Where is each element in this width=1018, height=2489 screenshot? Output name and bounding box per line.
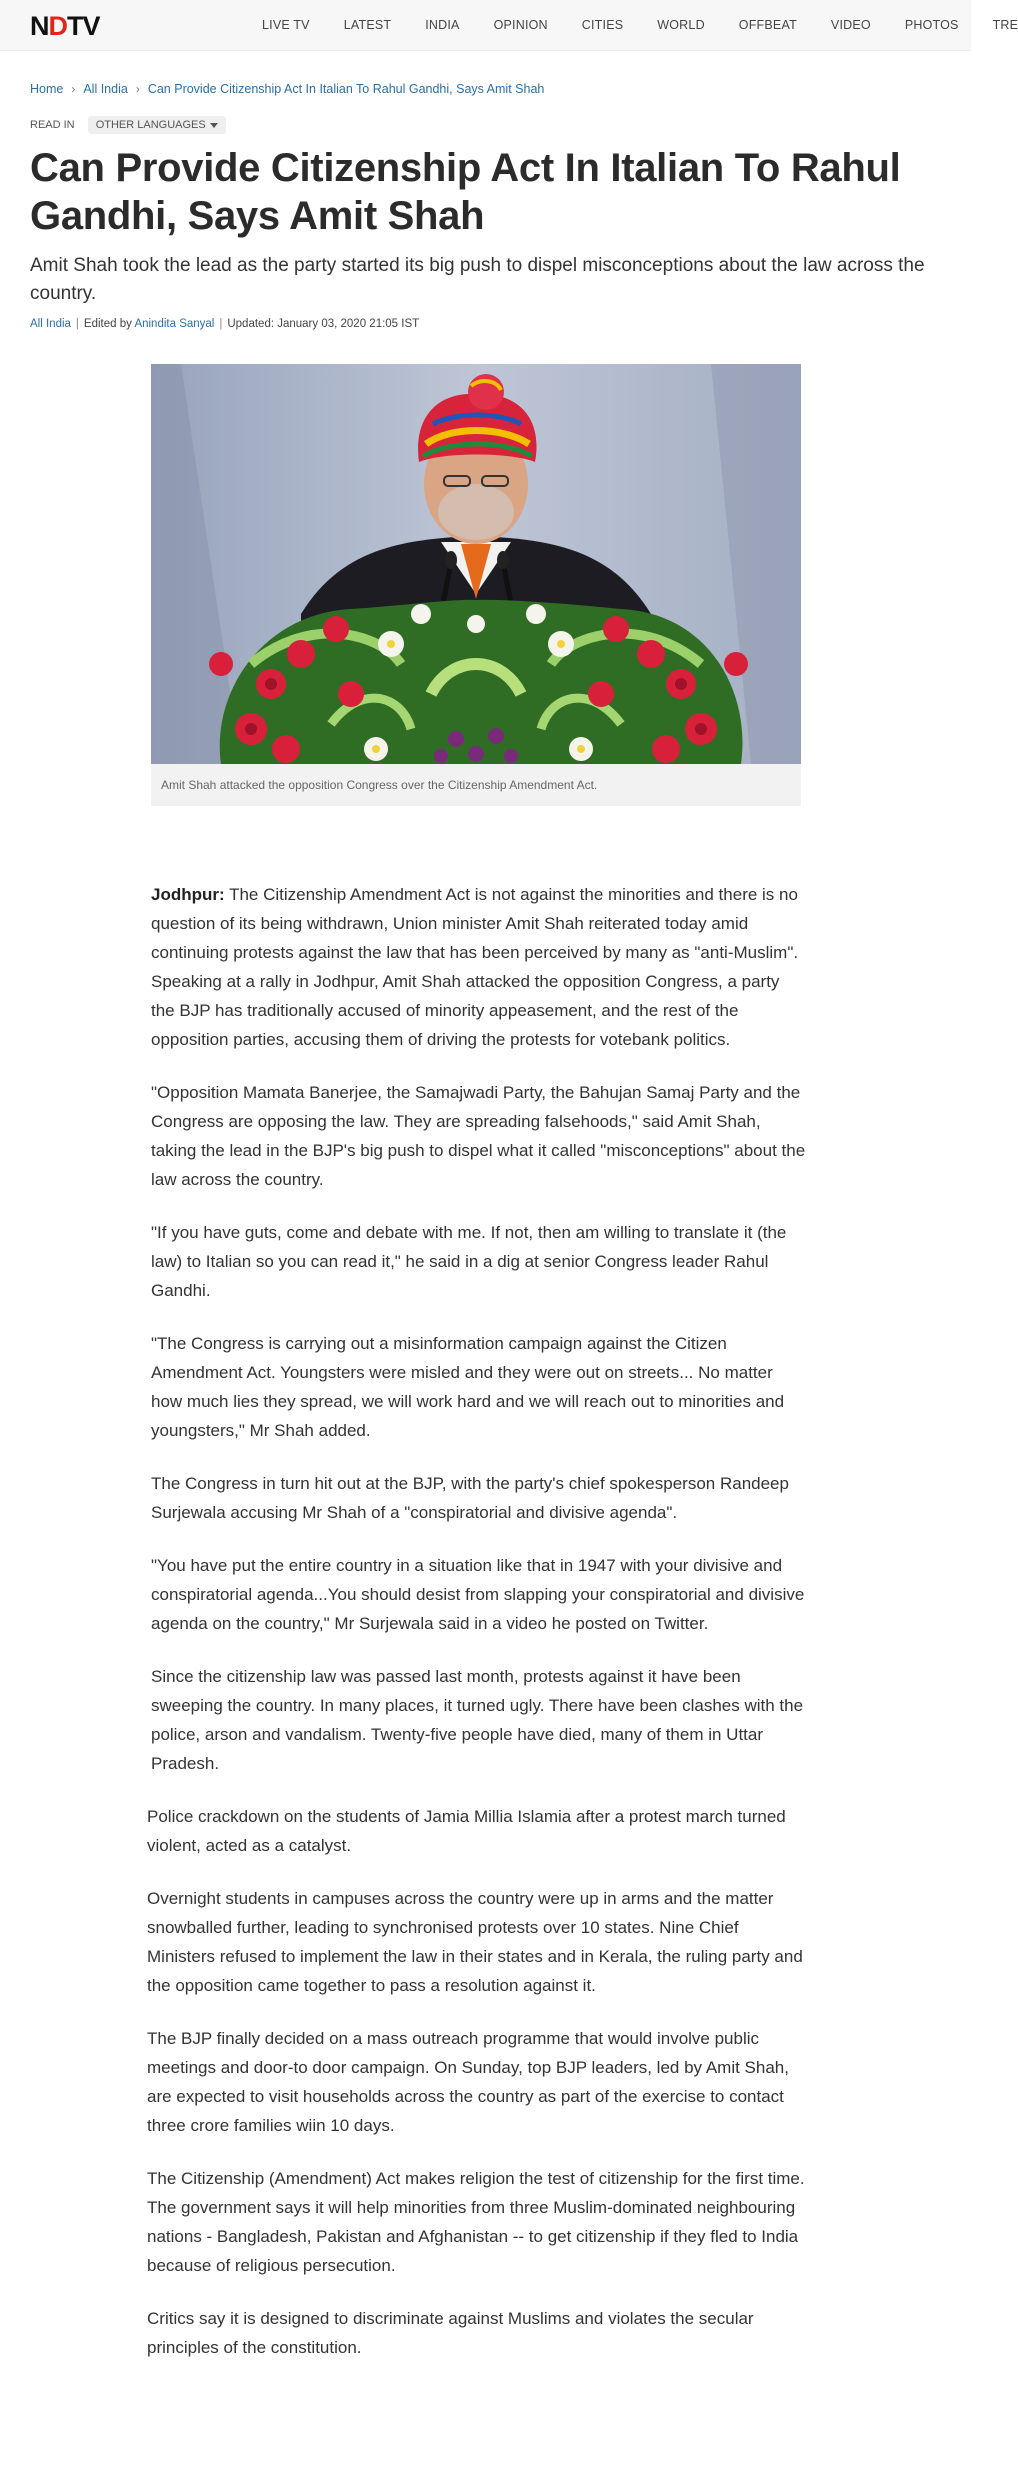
breadcrumb-home[interactable]: Home — [30, 82, 64, 96]
nav-video[interactable]: VIDEO — [830, 18, 871, 32]
nav-cities[interactable]: CITIES — [581, 18, 624, 32]
article-paragraph: "Opposition Mamata Banerjee, the Samajwadi Party, the Bahujan Samaj Party and the Congress are opposing the law. They are spreading falsehoods," said Amit Shah, taking the lead in the BJP's big push to dispel what it called "misconceptions" about the law across the country. — [151, 1083, 806, 1189]
article-paragraph: Critics say it is designed to discriminate against Muslims and violates the secular principles of the constitution. — [147, 2309, 754, 2357]
ndtv-logo[interactable] — [30, 12, 100, 40]
dateline: Jodhpur: — [151, 885, 225, 904]
article-paragraph: The BJP finally decided on a mass outreach programme that would involve public meetings and door-to door campaign. On Sunday, top BJP leaders, led by Amit Shah, are expected to visit households across the country as part of the exercise to contact three crore families wiin 10 days. — [147, 2029, 789, 2135]
breadcrumb-current[interactable]: Can Provide Citizenship Act In Italian To Rahul Gandhi, Says Amit Shah — [147, 82, 545, 96]
chevron-right-icon: › — [71, 82, 76, 96]
byline-editor-link[interactable]: Anindita Sanyal — [134, 318, 215, 330]
other-languages-dropdown[interactable] — [88, 116, 226, 134]
article-body — [147, 880, 807, 2386]
article-paragraph: Overnight students in campuses across the country were up in arms and the matter snowballed further, leading to synchronised protests over 10 states. Nine Chief Ministers refused to implement the law in their states and in Kerala, the ruling party and the opposition came together to pass a resolution against it. — [147, 1889, 803, 1995]
read-in-languages — [30, 116, 226, 134]
article-paragraph: Police crackdown on the students of Jamia Millia Islamia after a protest march turned violent, acted as a catalyst. — [147, 1807, 786, 1855]
breadcrumb — [30, 82, 544, 96]
read-in-label: READ IN — [30, 119, 75, 131]
article-paragraph: "You have put the entire country in a situation like that in 1947 with your divisive and conspiratorial agenda...You should desist from slapping your conspiratorial and divisive agenda on the country," Mr Surjewala said in a video he posted on Twitter. — [151, 1556, 805, 1633]
chevron-right-icon: › — [135, 82, 140, 96]
byline-divider: | — [75, 318, 79, 330]
article-paragraph: The Congress in turn hit out at the BJP, with the party's chief spokesperson Randeep Surjewala accusing Mr Shah of a "conspiratorial and divisive agenda". — [151, 1474, 789, 1522]
article-figure — [151, 364, 801, 806]
article-paragraph: "If you have guts, come and debate with me. If not, then am willing to translate it (the law) to Italian so you can read it," he said in a dig at senior Congress leader Rahul Gandhi. — [151, 1223, 787, 1300]
logo-red-d: D — [48, 11, 67, 41]
nav-india[interactable]: INDIA — [425, 18, 460, 32]
nav-latest[interactable]: LATEST — [343, 18, 392, 32]
article-paragraph: Since the citizenship law was passed last month, protests against it have been sweeping the country. In many places, it turned ugly. There have been clashes with the police, arson and vandalism. Twenty-five people have died, many of them in Uttar Pradesh. — [151, 1667, 804, 1773]
nav-world[interactable]: WORLD — [657, 18, 705, 32]
article-paragraph: "The Congress is carrying out a misinformation campaign against the Citizen Amendment Act. Youngsters were misled and they were out on streets... No matter how much lies they spread, we will work hard and we will reach out to minorities and youngsters," Mr Shah added. — [151, 1334, 785, 1440]
nav-offbeat[interactable]: OFFBEAT — [738, 18, 797, 32]
article-subtitle: Amit Shah took the lead as the party started its big push to dispel misconceptions about the law across the country. — [30, 255, 925, 304]
lead-photo[interactable] — [151, 364, 801, 764]
logo-letter-n: N — [30, 11, 49, 41]
nav-trends[interactable]: TRE — [992, 18, 1018, 32]
nav-live-tv[interactable]: LIVE TV — [262, 18, 310, 32]
byline-updated: Updated: January 03, 2020 21:05 IST — [227, 318, 420, 330]
article-paragraph-lead — [151, 880, 807, 1054]
breadcrumb-all-india[interactable]: All India — [83, 82, 128, 96]
nav-opinion[interactable]: OPINION — [493, 18, 548, 32]
article-paragraph: The Citizenship (Amendment) Act makes religion the test of citizenship for the first time. The government says it will help minorities from three Muslim-dominated neighbouring nations - Bangladesh, Pakistan and Afghanistan -- to get citizenship if they fled to India because of religious persecution. — [147, 2169, 805, 2275]
nav-photos[interactable]: PHOTOS — [904, 18, 959, 32]
logo-letters-tv: TV — [67, 11, 100, 41]
article-title: Can Provide Citizenship Act In Italian To Rahul Gandhi, Says Amit Shah — [30, 146, 901, 238]
image-caption: Amit Shah attacked the opposition Congress over the Citizenship Amendment Act. — [161, 778, 598, 792]
other-languages-label: OTHER LANGUAGES — [95, 119, 206, 131]
top-navigation-bar — [0, 0, 1018, 51]
main-nav — [262, 0, 1018, 50]
byline-edited-by-label: Edited by — [83, 318, 132, 330]
byline-divider: | — [219, 318, 223, 330]
lead-text: The Citizenship Amendment Act is not against the minorities and there is no question of its being withdrawn, Union minister Amit Shah reiterated today amid continuing protests against the law that has been perceived by many as "anti-Muslim". Speaking at a rally in Jodhpur, Amit Shah attacked the opposition Congress, a party the BJP has traditionally accused of minority appeasement, and the rest of the opposition parties, accusing them of driving the protests for votebank politics. — [151, 885, 799, 1049]
caret-down-icon — [210, 123, 218, 128]
byline-category-link[interactable]: All India — [30, 318, 71, 330]
article-byline — [30, 318, 419, 330]
